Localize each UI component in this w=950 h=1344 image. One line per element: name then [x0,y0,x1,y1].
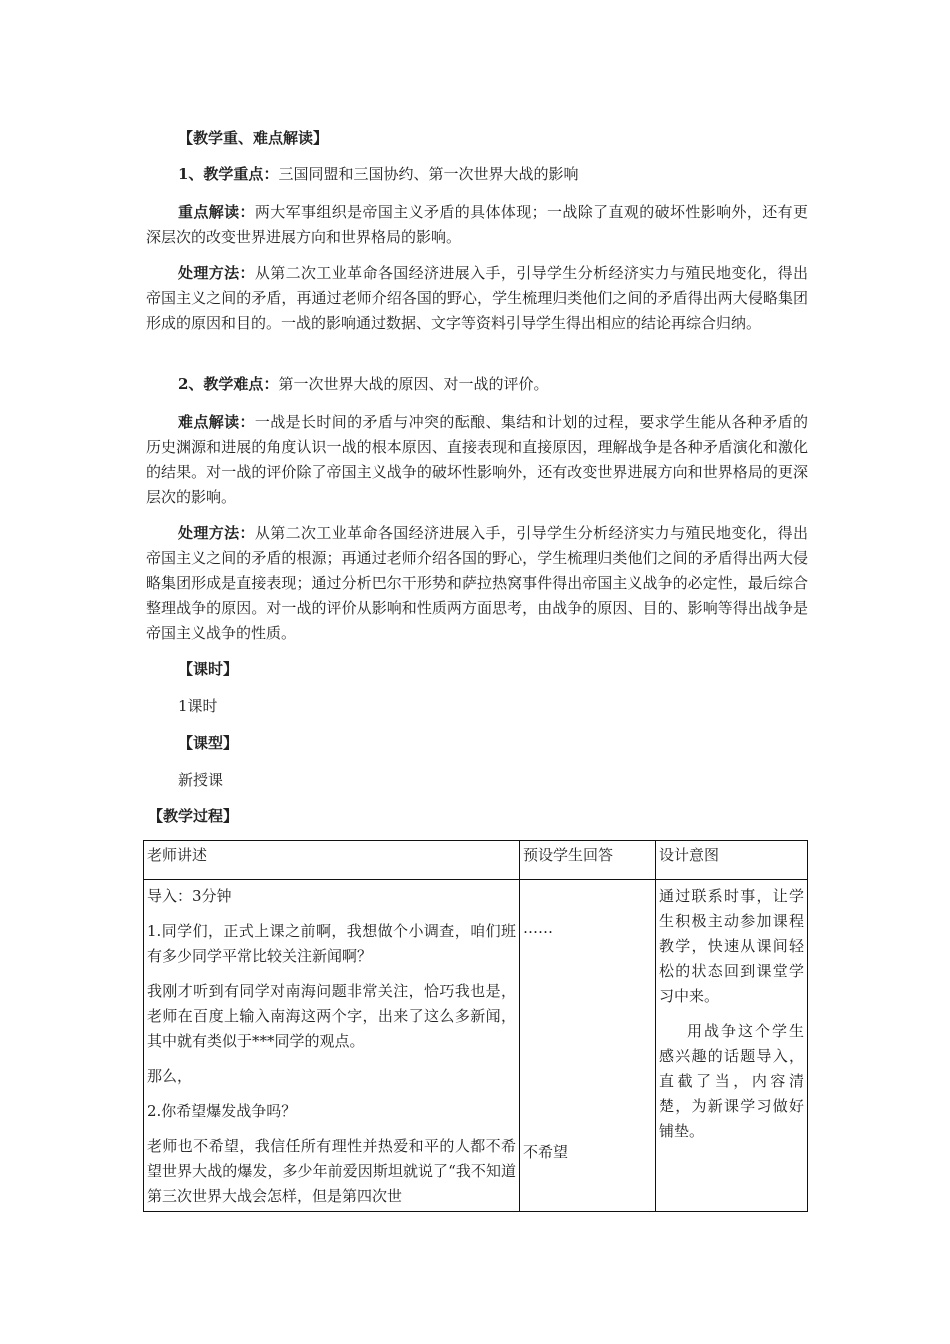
teaching-process-table [143,840,808,1212]
intent-paragraph-2: 用战争这个学生感兴趣的话题导入，直截了当，内容清楚，为新课学习做好铺垫。 [659,1022,804,1140]
header-teacher: 老师讲述 [144,841,520,880]
section-heading-key-difficult: 【教学重、难点解读】 [178,129,329,147]
difficult-interpretation-paragraph [146,410,808,510]
key-method-paragraph [146,261,808,336]
teacher-question-1: 1.同学们，正式上课之前啊，我想做个小调查，咱们班有多少同学平常比较关注新闻啊？ [147,922,516,965]
key-point-paragraph [146,162,808,187]
difficult-method-paragraph [146,521,808,646]
teacher-then: 那么， [147,1067,193,1085]
header-student: 预设学生回答 [520,841,656,880]
key-interpretation-text: 两大军事组织是帝国主义矛盾的具体体现；一战除了直观的破坏性影响外，还有更深层次的改变世界进展方向和世界格局的影响。 [146,203,808,246]
key-point-text: 三国同盟和三国协约、第一次世界大战的影响 [278,165,579,183]
key-point-label: 1、教学重点： [178,165,279,183]
student-cell [520,880,656,1212]
difficult-interpretation-text: 一战是长时间的矛盾与冲突的酝酿、集结和计划的过程，要求学生能从各种矛盾的历史渊源和进展的角度认识一战的根本原因、直接表现和直接原因，理解战争是各种矛盾演化和激化的结果。对一战的评价除了帝国主义战争的破坏性影响外，还有改变世界进展方向和世界格局的更深层次的影响。 [146,413,808,506]
difficult-interpretation-label: 难点解读： [178,413,255,431]
difficult-method-label: 处理方法： [178,524,255,542]
header-intent: 设计意图 [656,841,808,880]
difficult-point-text: 第一次世界大战的原因、对一战的评价。 [278,375,549,393]
key-interpretation-paragraph [146,200,808,250]
intent-cell [656,880,808,1212]
difficult-point-paragraph [146,372,808,397]
key-method-label: 处理方法： [178,264,255,282]
table-header-row [144,841,808,880]
intent-paragraph-1: 通过联系时事，让学生积极主动参加课程教学，快速从课间轻松的状态回到课堂学习中来。 [659,887,804,1005]
teacher-question-2: 2.你希望爆发战争吗？ [147,1102,297,1120]
teacher-news: 我刚才听到有同学对南海问题非常关注，恰巧我也是，老师在百度上输入南海这两个字，出来了这么多新闻，其中就有类似于***同学的观点。 [147,982,516,1050]
student-answer-2: 不希望 [523,1143,569,1161]
key-interpretation-label: 重点解读： [178,203,255,221]
table-row [144,880,808,1212]
lesson-type-heading: 【课型】 [178,734,239,752]
lesson-type-value: 新授课 [178,771,224,789]
key-method-text: 从第二次工业革命各国经济进展入手，引导学生分析经济实力与殖民地变化，得出帝国主义之间的矛盾，再通过老师介绍各国的野心，学生梳理归类他们之间的矛盾得出两大侵略集团形成的原因和目的。一战的影响通过数据、文字等资料引导学生得出相应的结论再综合归纳。 [146,264,808,332]
difficult-point-label: 2、教学难点： [178,375,279,393]
teacher-intro: 导入：3分钟 [147,887,232,905]
teacher-cell [144,880,520,1212]
difficult-method-text: 从第二次工业革命各国经济进展入手，引导学生分析经济实力与殖民地变化，得出帝国主义之间的矛盾的根源；再通过老师介绍各国的野心，学生梳理归类他们之间的矛盾得出两大侵略集团形成是直接表现；通过分析巴尔干形势和萨拉热窝事件得出帝国主义战争的必定性，最后综合整理战争的原因。对一战的评价从影响和性质两方面思考，由战争的原因、目的、影响等得出战争是帝国主义战争的性质。 [146,524,808,642]
process-heading: 【教学过程】 [148,807,239,825]
class-hours-value: 1课时 [178,697,218,715]
teacher-einstein: 老师也不希望，我信任所有理性并热爱和平的人都不希望世界大战的爆发，多少年前爱因斯坦就说了“我不知道第三次世界大战会怎样，但是第四次世 [147,1137,516,1205]
student-answer-1: …… [523,919,553,937]
class-hours-heading: 【课时】 [178,660,239,678]
